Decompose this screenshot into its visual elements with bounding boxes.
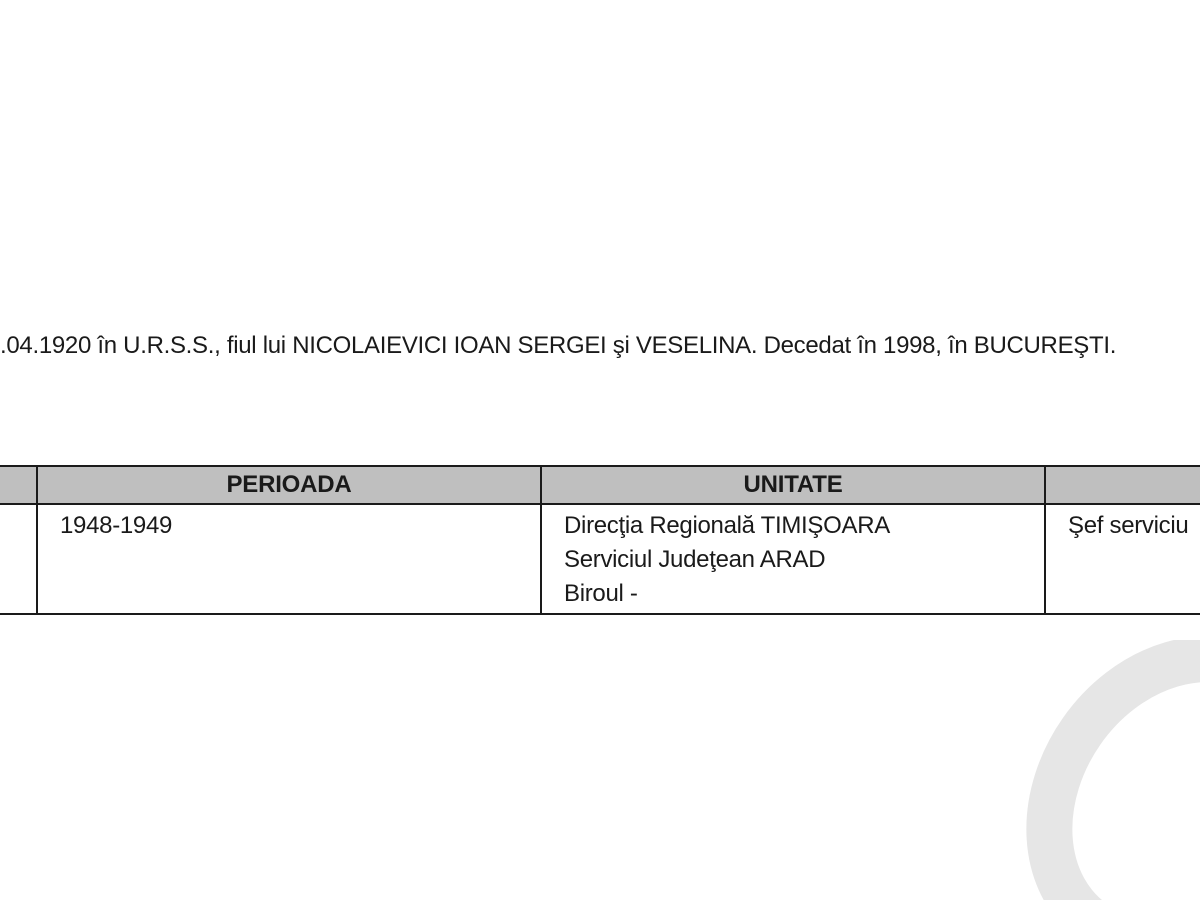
header-function — [1045, 466, 1200, 504]
watermark-ring-icon — [1010, 640, 1200, 900]
header-unit: UNITATE — [541, 466, 1045, 504]
cell-index — [0, 504, 37, 614]
cell-function: Şef serviciu — [1045, 504, 1200, 614]
header-index — [0, 466, 37, 504]
unit-line-service: Serviciul Judeţean ARAD — [564, 546, 826, 573]
career-table — [0, 465, 1200, 615]
unit-line-direction: Direcţia Regională TIMIŞOARA — [564, 512, 890, 539]
cell-period: 1948-1949 — [37, 504, 541, 614]
table-row — [0, 504, 1200, 614]
header-period: PERIOADA — [37, 466, 541, 504]
cell-unit — [541, 504, 1045, 614]
unit-line-office: Biroul - — [564, 580, 638, 607]
biography-text: .04.1920 în U.R.S.S., fiul lui NICOLAIEVICI IOAN SERGEI şi VESELINA. Decedat în 1998, în BUCUREŞTI. — [0, 332, 1117, 359]
table-header-row — [0, 466, 1200, 504]
